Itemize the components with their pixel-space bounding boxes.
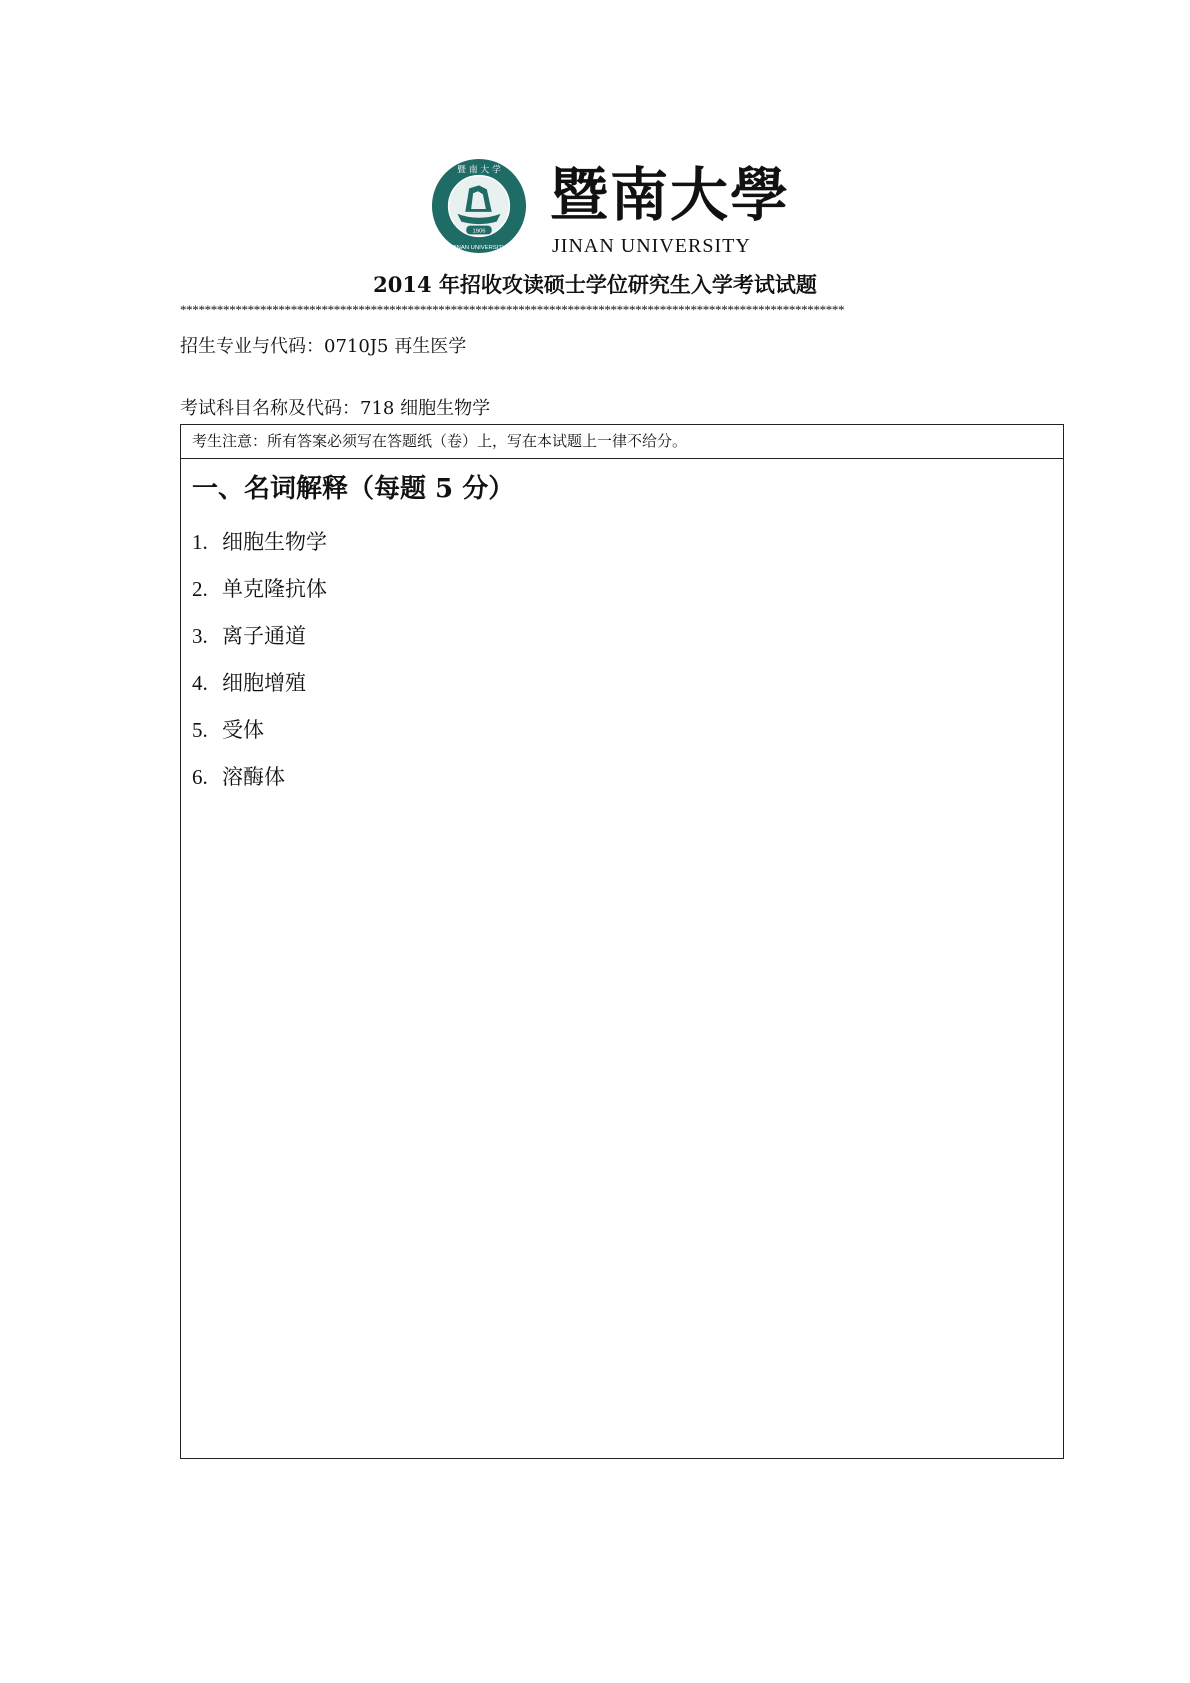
question-number: 6. <box>192 765 208 789</box>
university-logo <box>430 157 791 263</box>
question-box <box>180 424 1064 1459</box>
question-number: 1. <box>192 530 208 554</box>
question-item <box>192 715 264 745</box>
question-item <box>192 621 306 651</box>
seal-year: 1906 <box>472 228 486 235</box>
question-term: 细胞增殖 <box>222 671 306 695</box>
question-number: 3. <box>192 624 208 648</box>
separator-line: ************************************************************************************************************ <box>180 302 845 317</box>
major-and-code: 招生专业与代码：0710J5 再生医学 <box>180 336 467 357</box>
seal-bottom-text: JINAN UNIVERSITY <box>452 245 506 252</box>
question-term: 受体 <box>222 718 264 742</box>
question-number: 4. <box>192 671 208 695</box>
university-name-chinese: 暨南大學 <box>550 161 791 229</box>
candidate-notice: 考生注意：所有答案必须写在答题纸（卷）上，写在本试题上一律不给分。 <box>181 425 1063 459</box>
question-term: 细胞生物学 <box>222 530 327 554</box>
university-name-english: JINAN UNIVERSITY <box>552 235 751 257</box>
section-title: 一、名词解释（每题 5 分） <box>192 474 515 504</box>
question-number: 5. <box>192 718 208 742</box>
subject-and-code: 考试科目名称及代码：718 细胞生物学 <box>180 398 491 419</box>
question-item <box>192 527 327 557</box>
seal-top-text: 暨 南 大 学 <box>457 165 501 176</box>
question-term: 离子通道 <box>222 624 306 648</box>
question-number: 2. <box>192 577 208 601</box>
question-term: 溶酶体 <box>222 765 285 789</box>
exam-title: 2014 年招收攻读硕士学位研究生入学考试试题 <box>373 272 817 297</box>
question-item <box>192 668 306 698</box>
university-seal-icon <box>430 157 528 255</box>
question-term: 单克隆抗体 <box>222 577 327 601</box>
question-item <box>192 574 327 604</box>
question-item <box>192 762 285 792</box>
